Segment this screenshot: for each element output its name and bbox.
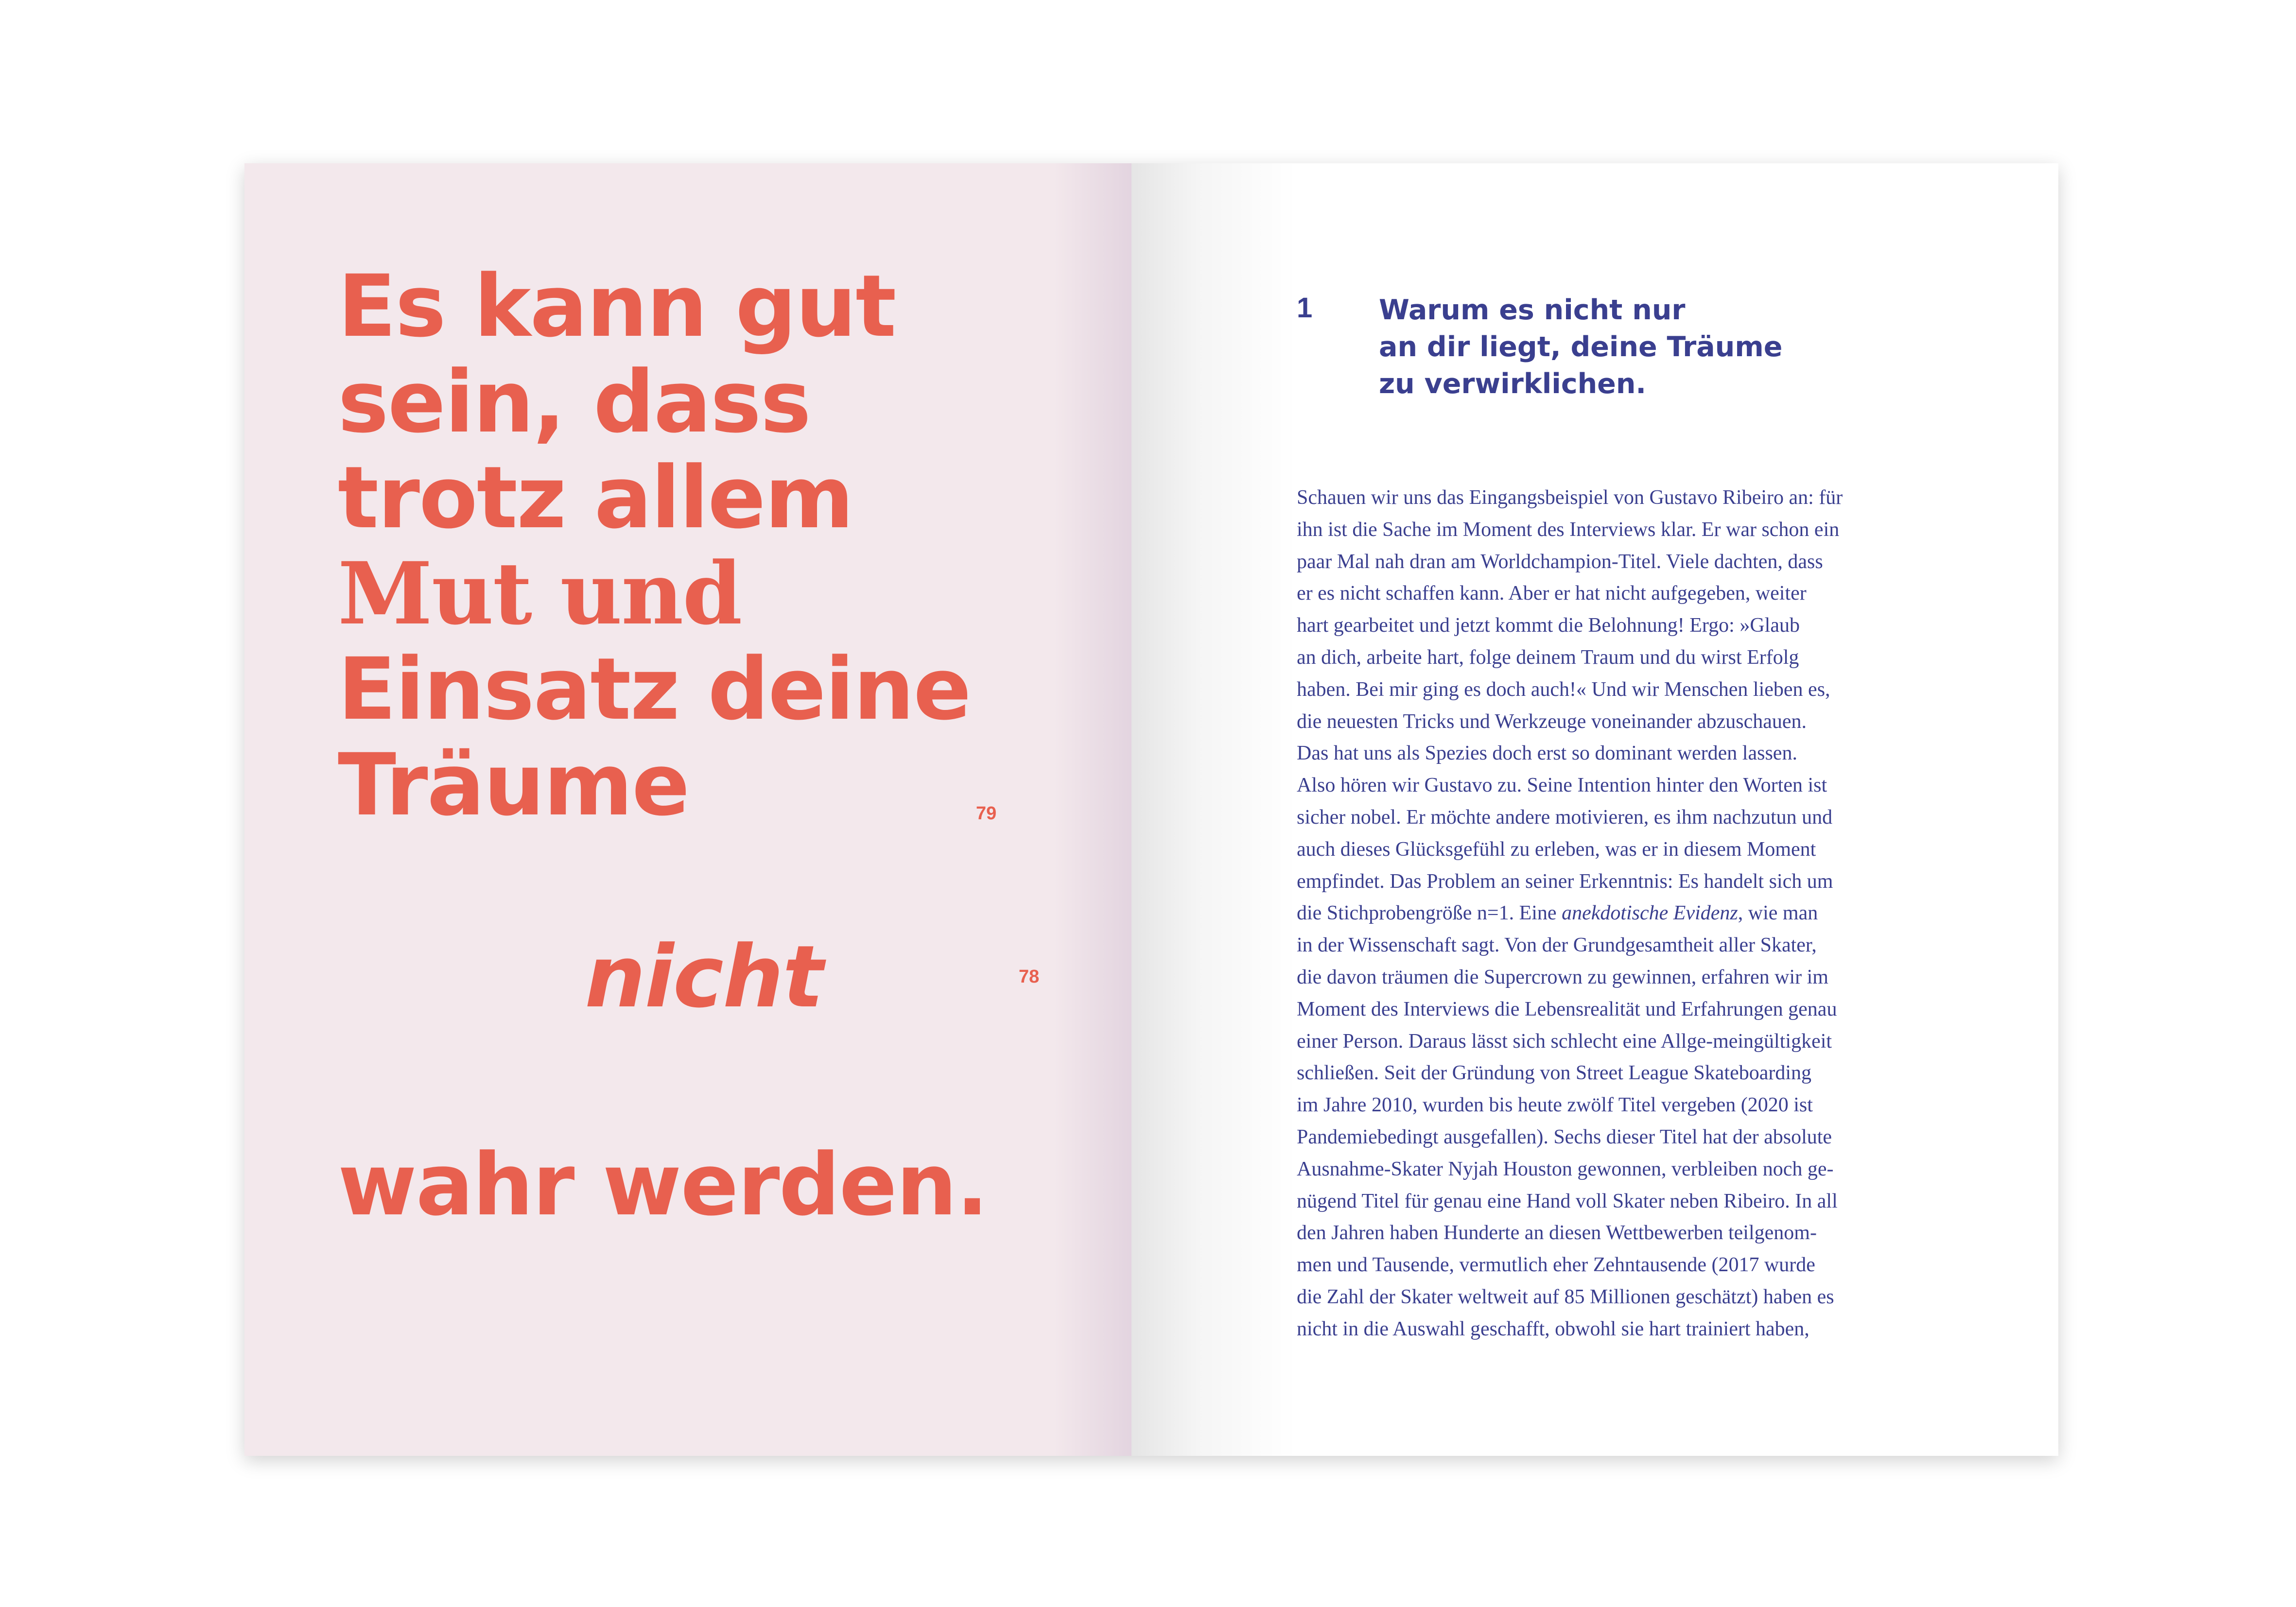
body-line: nicht in die Auswahl geschafft, obwohl sie hart trainiert haben,: [1297, 1317, 1809, 1340]
quote-line: Mut und: [338, 543, 742, 644]
body-line: in der Wissenschaft sagt. Von der Grundgesamtheit aller Skater,: [1297, 934, 1817, 957]
body-line: schließen. Seit der Gründung von Street League Skateboarding: [1297, 1062, 1812, 1085]
chapter-title-line: Warum es nicht nur: [1379, 294, 1686, 326]
quote-line: Träume: [338, 735, 689, 835]
chapter-title-line: an dir liegt, deine Träume: [1379, 331, 1783, 363]
body-line: nügend Titel für genau eine Hand voll Skater neben Ribeiro. In all: [1297, 1190, 1838, 1212]
body-line: die Zahl der Skater weltweit auf 85 Millionen geschätzt) haben es: [1297, 1285, 1834, 1308]
page-number-left: 78: [1019, 967, 1040, 987]
chapter-number: 1: [1297, 292, 1313, 324]
body-line: sicher nobel. Er möchte andere motivieren, es ihm nachzutun und: [1297, 806, 1833, 829]
body-line: hart gearbeitet und jetzt kommt die Belohnung! Ergo: »Glaub: [1297, 614, 1800, 637]
body-line: an dich, arbeite hart, folge deinem Traum und du wirst Erfolg: [1297, 646, 1799, 669]
body-line: er es nicht schaffen kann. Aber er hat nicht aufgegeben, weiter: [1297, 582, 1807, 605]
body-line: [1297, 898, 1924, 930]
quote-line: Einsatz deine: [338, 639, 971, 739]
body-paragraph: [1297, 482, 1924, 1346]
body-line: auch dieses Glücksgefühl zu erleben, was er in diesem Moment: [1297, 838, 1816, 861]
body-line: paar Mal nah dran am Worldchampion-Titel. Viele dachten, dass: [1297, 550, 1823, 573]
quote-line: Es kann gut: [338, 257, 896, 356]
body-line: Also hören wir Gustavo zu. Seine Intention hinter den Worten ist: [1297, 774, 1827, 797]
chapter-title: [1379, 292, 1782, 402]
body-line: einer Person. Daraus lässt sich schlecht eine Allge-meingültigkeit: [1297, 1030, 1832, 1053]
body-line: haben. Bei mir ging es doch auch!« Und wir Menschen lieben es,: [1297, 678, 1830, 701]
quote-line: trotz allem: [338, 448, 853, 548]
body-line: den Jahren haben Hunderte an diesen Wettbewerben teilgenom-: [1297, 1222, 1817, 1244]
chapter-title-line: zu verwirklichen.: [1379, 368, 1647, 400]
quote-closing: wahr werden.: [338, 1135, 988, 1235]
body-text-segment: , wie man: [1738, 902, 1818, 925]
left-page: [244, 163, 1131, 1456]
quote-line: sein, dass: [338, 352, 811, 452]
body-line: Moment des Interviews die Lebensrealität und Erfahrungen genau: [1297, 998, 1837, 1020]
italic-term: anekdotische Evidenz: [1562, 902, 1738, 925]
body-line: die neuesten Tricks und Werkzeuge voneinander abzuschauen.: [1297, 710, 1807, 733]
body-line: im Jahre 2010, wurden bis heute zwölf Titel vergeben (2020 ist: [1297, 1094, 1813, 1117]
body-text-segment: die Stichprobengröße n=1. Eine: [1297, 902, 1562, 925]
quote-emphasis: nicht: [585, 927, 823, 1027]
body-line: die davon träumen die Supercrown zu gewinnen, erfahren wir im: [1297, 966, 1828, 988]
pull-quote: [338, 259, 1115, 833]
body-line: empfindet. Das Problem an seiner Erkenntnis: Es handelt sich um: [1297, 870, 1833, 893]
body-line: men und Tausende, vermutlich eher Zehntausende (2017 wurde: [1297, 1254, 1815, 1277]
body-line: ihn ist die Sache im Moment des Interviews klar. Er war schon ein: [1297, 518, 1840, 541]
page-number-right: 79: [976, 803, 997, 824]
body-line: Das hat uns als Spezies doch erst so dominant werden lassen.: [1297, 742, 1797, 765]
body-line: Pandemiebedingt ausgefallen). Sechs dieser Titel hat der absolute: [1297, 1125, 1832, 1148]
body-line: Ausnahme-Skater Nyjah Houston gewonnen, verbleiben noch ge-: [1297, 1158, 1834, 1180]
body-line: Schauen wir uns das Eingangsbeispiel von Gustavo Ribeiro an: für: [1297, 486, 1843, 509]
